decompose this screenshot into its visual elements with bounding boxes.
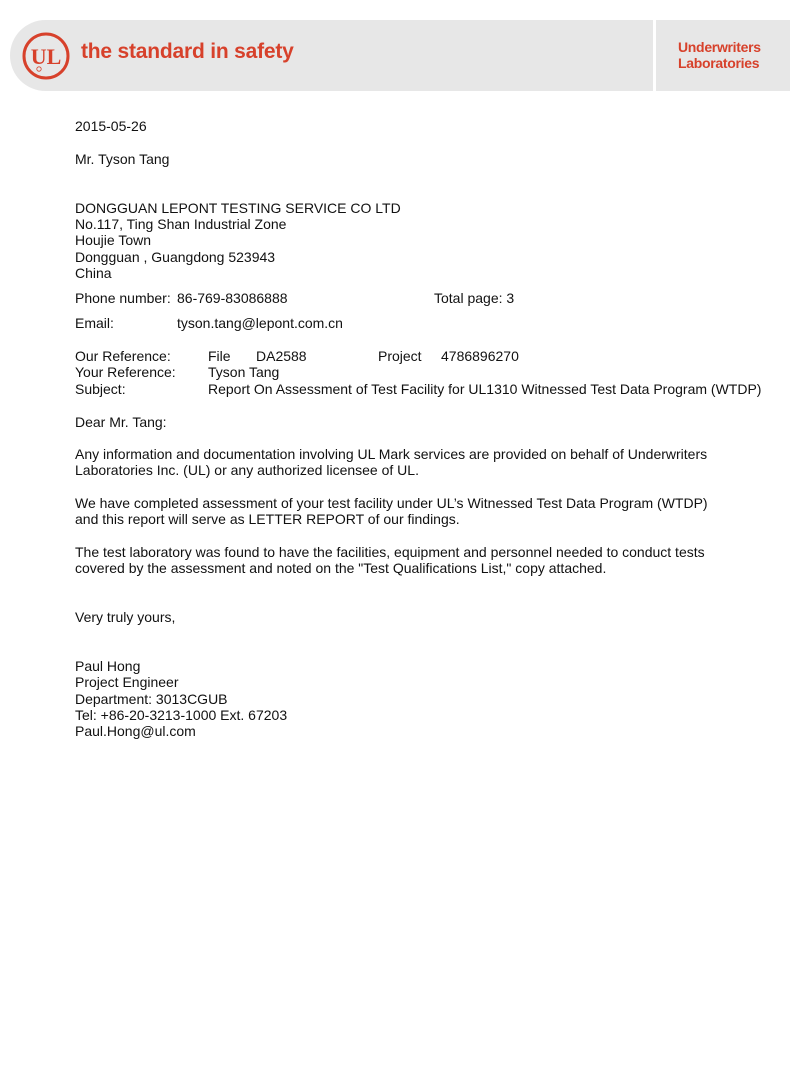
signature-line: Paul.Hong@ul.com bbox=[75, 723, 196, 739]
project-value: 4786896270 bbox=[441, 348, 519, 364]
paragraph-3-line: covered by the assessment and noted on the "Test Qualifications List," copy attached. bbox=[75, 560, 607, 576]
subject-label: Subject: bbox=[75, 381, 126, 397]
org-name-line-1: Underwriters bbox=[678, 39, 761, 55]
address-line: No.117, Ting Shan Industrial Zone bbox=[75, 216, 287, 232]
total-page: Total page: 3 bbox=[434, 290, 515, 306]
phone-label: Phone number: bbox=[75, 290, 171, 306]
address-line: Dongguan , Guangdong 523943 bbox=[75, 249, 276, 265]
address-line: Houjie Town bbox=[75, 232, 152, 248]
signature-line: Department: 3013CGUB bbox=[75, 691, 228, 707]
file-value: DA2588 bbox=[256, 348, 307, 364]
project-label: Project bbox=[378, 348, 422, 364]
email-value: tyson.tang@lepont.com.cn bbox=[177, 315, 343, 331]
signature-line: Tel: +86-20-3213-1000 Ext. 67203 bbox=[75, 707, 288, 723]
our-reference-label: Our Reference: bbox=[75, 348, 171, 364]
your-reference-value: Tyson Tang bbox=[208, 364, 280, 380]
address-line: DONGGUAN LEPONT TESTING SERVICE CO LTD bbox=[75, 200, 401, 216]
address-line: China bbox=[75, 265, 112, 281]
paragraph-2-line: and this report will serve as LETTER REPORT of our findings. bbox=[75, 511, 460, 527]
salutation: Dear Mr. Tang: bbox=[75, 414, 167, 430]
paragraph-2-line: We have completed assessment of your test facility under UL’s Witnessed Test Data Program (WTDP) bbox=[75, 495, 708, 511]
phone-number: 86-769-83086888 bbox=[177, 290, 288, 306]
paragraph-1-line: Laboratories Inc. (UL) or any authorized licensee of UL. bbox=[75, 462, 419, 478]
email-label: Email: bbox=[75, 315, 114, 331]
org-name-line-2: Laboratories bbox=[678, 55, 760, 71]
paragraph-3-line: The test laboratory was found to have the facilities, equipment and personnel needed to conduct tests bbox=[75, 544, 705, 560]
letter-date: 2015-05-26 bbox=[75, 118, 147, 134]
recipient-name: Mr. Tyson Tang bbox=[75, 151, 170, 167]
subject-value: Report On Assessment of Test Facility for UL1310 Witnessed Test Data Program (WTDP) bbox=[208, 381, 762, 397]
tagline: the standard in safety bbox=[81, 40, 294, 63]
file-label: File bbox=[208, 348, 231, 364]
signature-line: Project Engineer bbox=[75, 674, 179, 690]
ul-logo-text: UL bbox=[30, 44, 62, 69]
paragraph-1-line: Any information and documentation involving UL Mark services are provided on behalf of Underwriters bbox=[75, 446, 708, 462]
signature-line: Paul Hong bbox=[75, 658, 141, 674]
closing: Very truly yours, bbox=[75, 609, 176, 625]
your-reference-label: Your Reference: bbox=[75, 364, 176, 380]
